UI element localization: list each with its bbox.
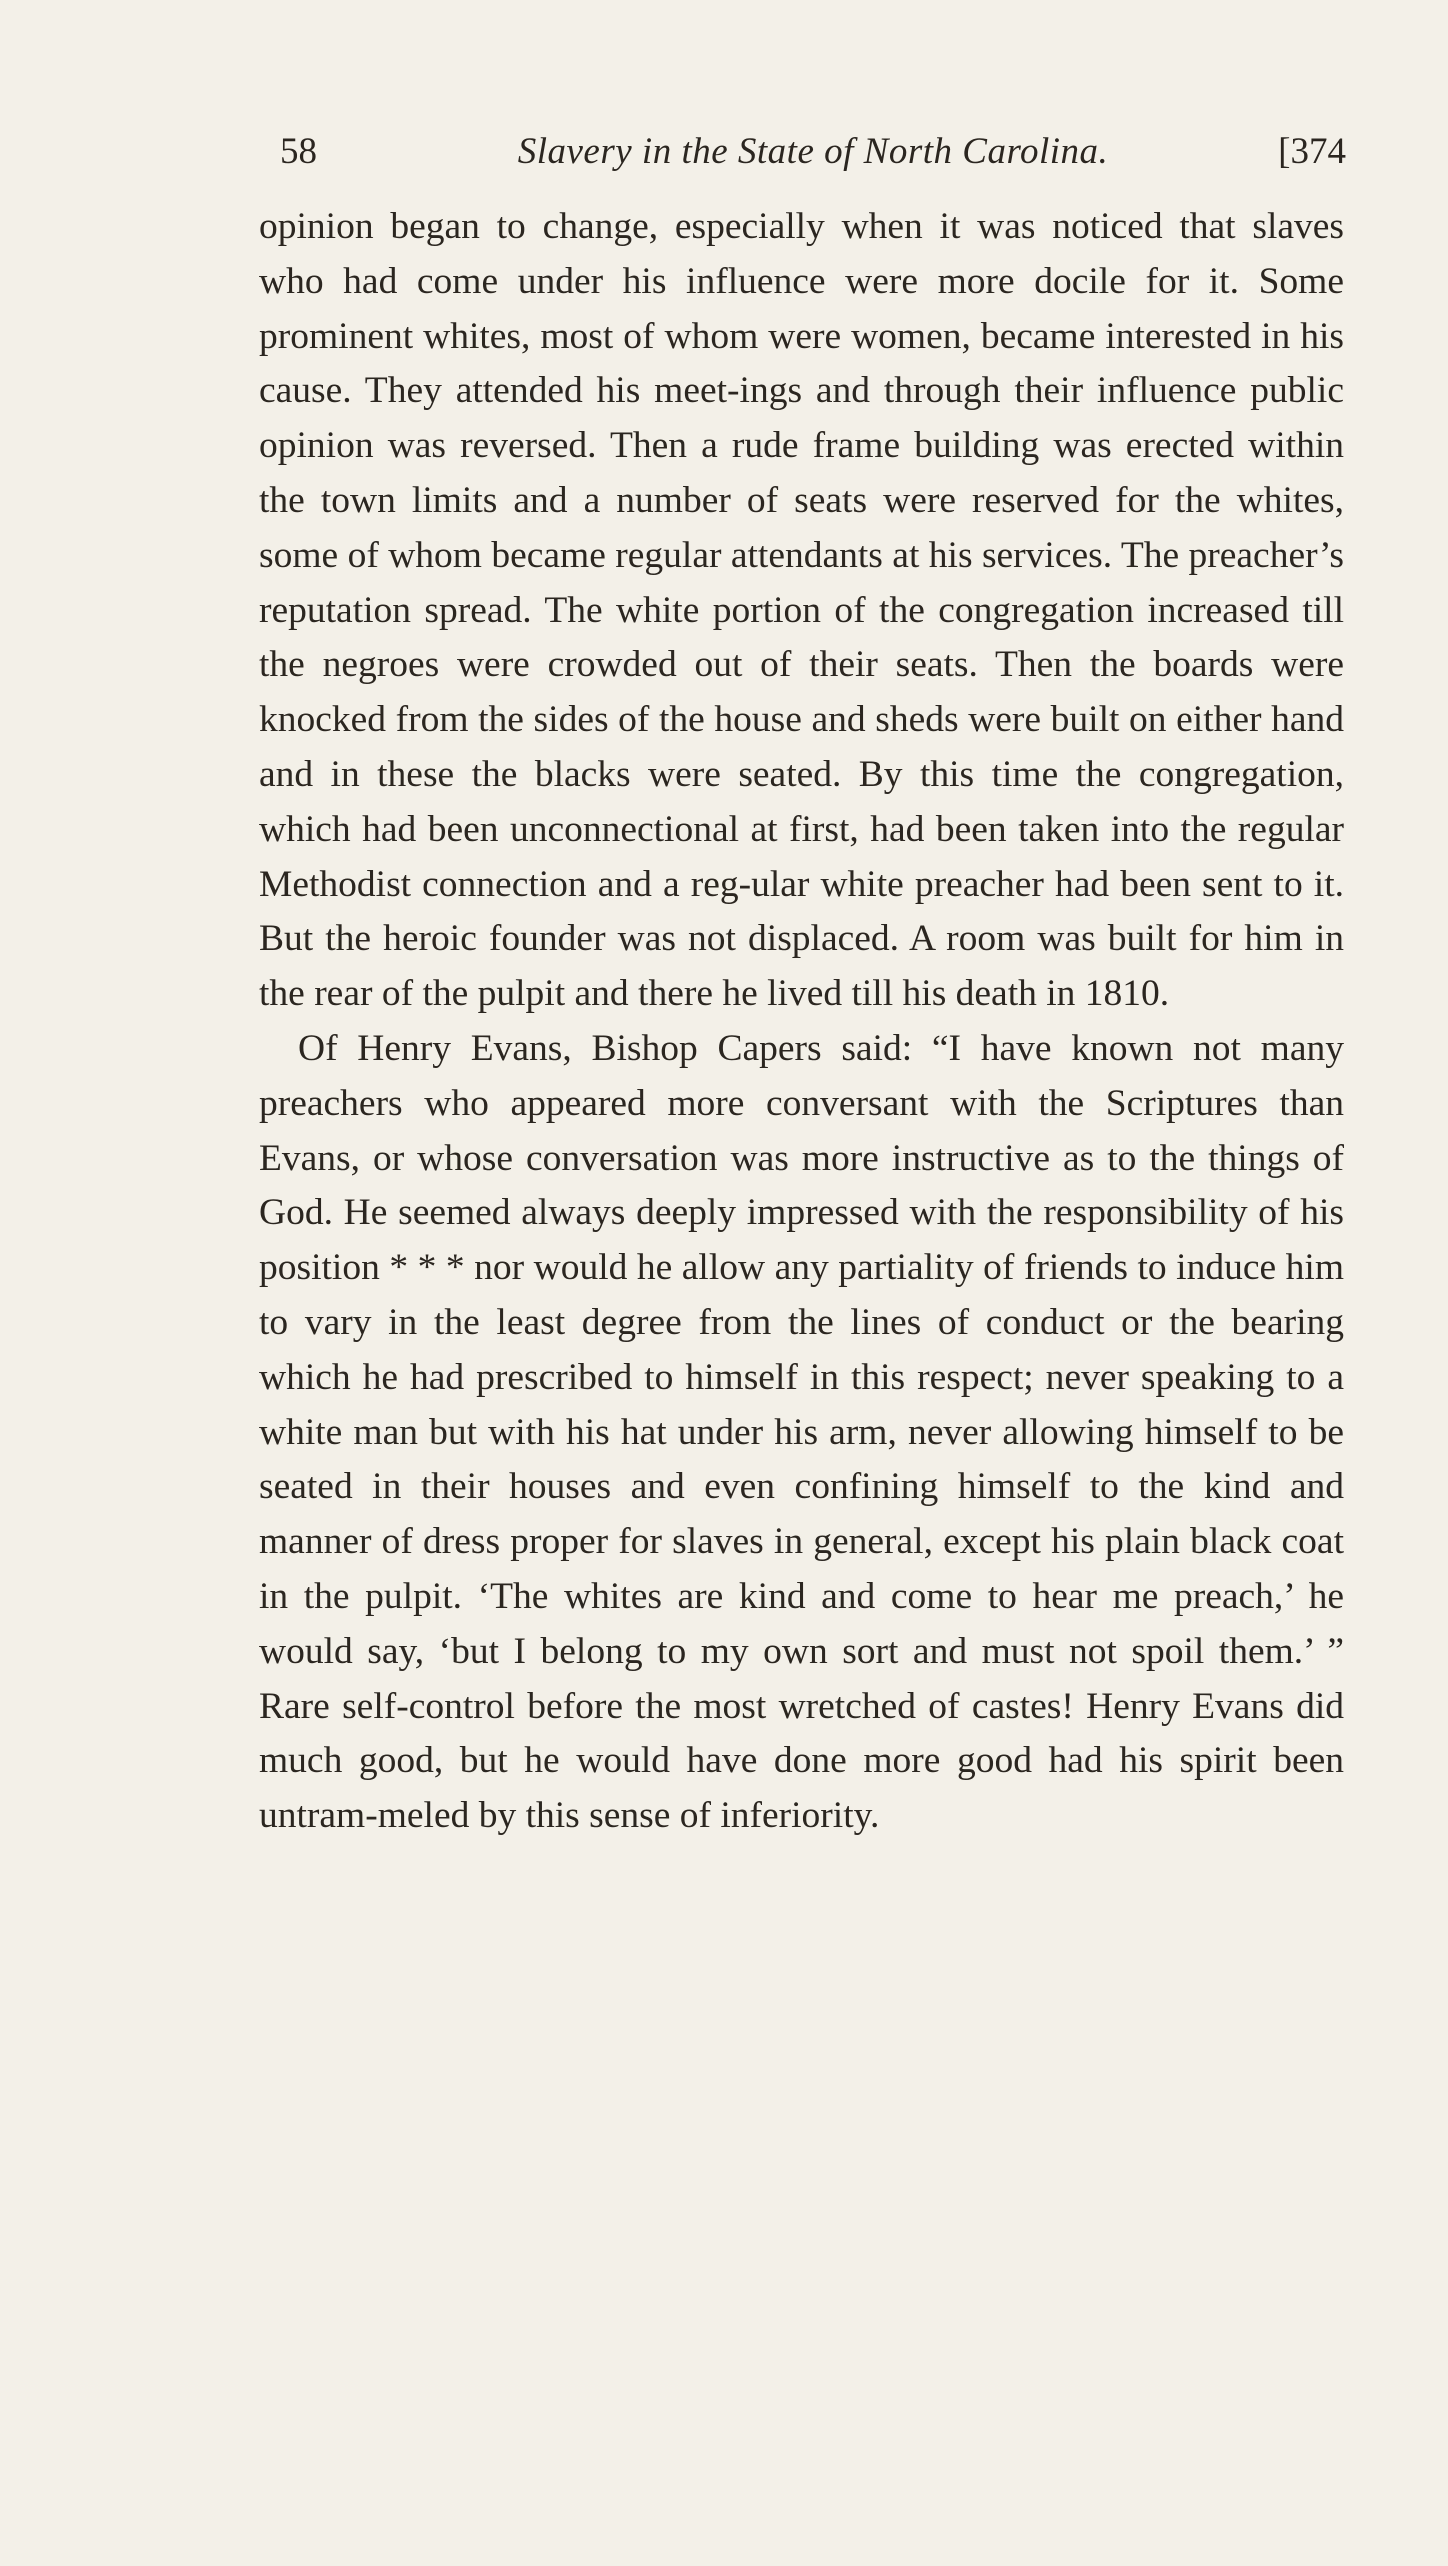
body-text: [259, 200, 1344, 1844]
page-number: 58: [280, 131, 317, 172]
running-title: Slavery in the State of North Carolina.: [517, 131, 1109, 172]
paragraph-continued: opinion began to change, especially when it was noticed that slaves who had come under his influence were more docile for it. Some prominent whites, most of whom were women, became interested in his cause. They attended his meet-ings and through their influence public opinion was reversed. Then a rude frame building was erected within the town limits and a number of seats were reserved for the whites, some of whom became regular attendants at his services. The preacher’s reputation spread. The white portion of the congregation increased till the negroes were crowded out of their seats. Then the boards were knocked from the sides of the house and sheds were built on either hand and in these the blacks were seated. By this time the congregation, which had been unconnectional at first, had been taken into the regular Methodist connection and a reg-ular white preacher had been sent to it. But the heroic founder was not displaced. A room was built for him in the rear of the pulpit and there he lived till his death in 1810.: [259, 206, 1344, 1015]
running-head: [280, 122, 1346, 182]
original-page-number: [374: [1278, 131, 1346, 172]
paragraph-henry-evans: Of Henry Evans, Bishop Capers said: “I have known not many preachers who appeared more conversant with the Scriptures than Evans, or whose conversation was more instructive as to the things of God. He seemed always deeply impressed with the responsibility of his position * * * nor would he allow any partiality of friends to induce him to vary in the least degree from the lines of conduct or the bearing which he had prescribed to himself in this respect; never speaking to a white man but with his hat under his arm, never allowing himself to be seated in their houses and even confining himself to the kind and manner of dress proper for slaves in general, except his plain black coat in the pulpit. ‘The whites are kind and come to hear me preach,’ he would say, ‘but I belong to my own sort and must not spoil them.’ ” Rare self-control before the most wretched of castes! Henry Evans did much good, but he would have done more good had his spirit been untram-meled by this sense of inferiority.: [259, 1027, 1344, 1837]
